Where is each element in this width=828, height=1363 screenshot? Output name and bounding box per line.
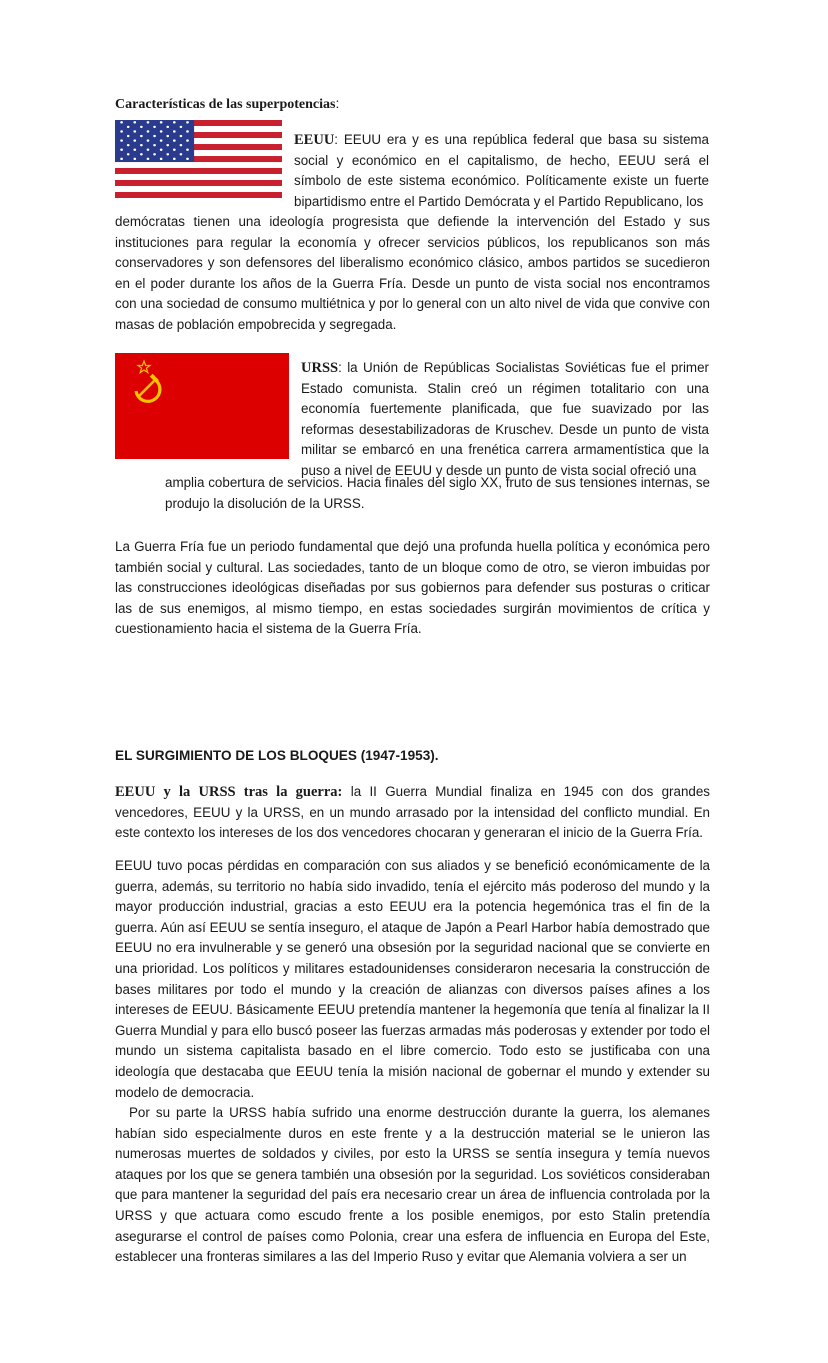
us-flag-star <box>153 135 156 137</box>
eeuu-rest-text: demócratas tienen una ideología progresista que defiende la intervención del Estado y sus instituciones para regular la economía y ofrecer servicios públicos, los republicanos son más conservadores y son defensores del liberalismo económico clásico, ambos partidos se sucedieron en el poder durante los años de la Guerra Fría. Desde un punto de vista social nos encontramos con una sociedad de consumo multiétnica y por lo general con un alto nivel de vida que convive con masas de población empobrecida y segregada. <box>115 214 710 332</box>
us-flag-star <box>166 126 169 128</box>
guerra-fria-paragraph <box>115 537 710 640</box>
us-flag-star <box>186 121 189 123</box>
us-flag-star <box>127 135 130 137</box>
us-flag-star <box>166 135 169 137</box>
us-flag-star <box>180 153 183 155</box>
us-flag-star <box>186 130 189 132</box>
us-flag-star <box>147 158 150 160</box>
us-flag-star <box>127 153 130 155</box>
us-flag-star <box>173 149 176 151</box>
us-flag-star <box>120 158 123 160</box>
us-flag-star <box>133 139 136 141</box>
characteristics-heading <box>115 95 339 113</box>
us-flag-star <box>160 158 163 160</box>
us-flag-star <box>173 130 176 132</box>
us-flag-star <box>120 130 123 132</box>
urss-rest <box>165 473 710 514</box>
urss-intro <box>301 358 709 482</box>
us-flag-star <box>160 139 163 141</box>
us-flag-star <box>147 130 150 132</box>
urss-rest-text: amplia cobertura de servicios. Hacia finales del siglo XX, fruto de sus tensiones internas, se produjo la disolución de la URSS. <box>165 475 710 511</box>
us-flag-star <box>133 158 136 160</box>
section-paragraph-eeuu-text: EEUU tuvo pocas pérdidas en comparación con sus aliados y se benefició económicamente de la guerra, además, su territorio no había sido invadido, tenía el ejército más poderoso del mundo y la mayor producción industrial, gracias a esto EEUU era la potencia hegemónica tras el fin de la guerra. Aún así EEUU se sentía inseguro, el ataque de Japón a Pearl Harbor había demostrado que EEUU no era invulnerable y se generó una obsesión por la seguridad nacional que se convierte en una prioridad. Los políticos y militares estadounidenses consideraron necesaria la construcción de bases militares por todo el mundo y la creación de alianzas con diversos países afines a los intereses de EEUU. Básicamente EEUU pretendía mantener la hegemonía que tenía al finalizar la II Guerra Mundial y para ello buscó poseer las fuerzas armadas más poderosas y extender por todo el mundo un sistema capitalista basado en el libre comercio. Todo esto se justificaba con una ideología que destacaba que EEUU tenía la misión nacional de gobernar el mundo y extender su modelo de democracia. <box>115 858 710 1100</box>
us-flag-star <box>127 126 130 128</box>
us-flag-star <box>153 153 156 155</box>
urss-intro-text: : la Unión de Repúblicas Socialistas Soviéticas fue el primer Estado comunista. Stalin creó un régimen totalitario con una economía fuertemente planificada, que fue suavizado por las reformas desestabilizadoras de Kruschev. Desde un punto de vista militar se embarcó en una frenética carrera armamentística que la puso a nivel de EEUU y desde un punto de vista social ofreció una <box>301 360 709 478</box>
us-flag-star <box>140 126 143 128</box>
section-paragraph-eeuu <box>115 856 710 1103</box>
guerra-fria-text: La Guerra Fría fue un periodo fundamental que dejó una profunda huella política y económica pero también social y cultural. Las sociedades, tanto de un bloque como de otro, se vieron imbuidas por las construcciones ideológicas diseñadas por sus gobiernos para defender sus posturas o criticar las de sus enemigos, al mismo tiempo, en estas sociedades surgirán movimientos de crítica y cuestionamiento hacia el sistema de la Guerra Fría. <box>115 539 710 637</box>
eeuu-intro-text: : EEUU era y es una república federal que basa su sistema social y económico en el capitalismo, de hecho, EEUU será el símbolo de este sistema económico. Políticamente existe un fuerte bipartidismo entre el Partido Demócrata y el Partido Republicano, los <box>294 132 709 209</box>
us-flag-star <box>160 149 163 151</box>
section-title: EL SURGIMIENTO DE LOS BLOQUES (1947-1953). <box>115 748 439 763</box>
us-flag-star <box>166 153 169 155</box>
us-flag-icon <box>115 120 282 198</box>
us-flag-star <box>186 139 189 141</box>
urss-label: URSS <box>301 360 339 376</box>
section-paragraph-urss-text: Por su parte la URSS había sufrido una enorme destrucción durante la guerra, los alemanes habían sido especialmente duros en este frente y a la destrucción material se le unieron las numerosas muertes de soldados y civiles, por esto la URSS se sentía insegura y temía nuevos ataques por los que se genera también una obsesión por la seguridad. Los soviéticos consideraban que para mantener la seguridad del país era necesario crear un área de influencia controlada por la URSS y que actuara como escudo frente a los posible enemigos, por esto Stalin pretendía asegurarse el control de países como Polonia, crear una esfera de influencia en Europa del Este, establecer una fronteras similares a las del Imperio Ruso y evitar que Alemania volviera a ser un <box>115 1105 710 1265</box>
us-flag-star <box>160 121 163 123</box>
us-flag-star <box>147 139 150 141</box>
section-lead-label: EEUU y la URSS tras la guerra: <box>115 784 343 800</box>
us-flag-star <box>180 135 183 137</box>
us-flag-star <box>147 149 150 151</box>
us-flag-star <box>186 149 189 151</box>
eeuu-label: EEUU <box>294 132 335 148</box>
us-flag-star <box>173 139 176 141</box>
us-flag-star <box>133 130 136 132</box>
us-flag-star <box>120 149 123 151</box>
eeuu-rest <box>115 212 710 336</box>
us-flag-star <box>120 139 123 141</box>
us-flag-star <box>120 121 123 123</box>
us-flag-star <box>173 121 176 123</box>
hammer-sickle-icon <box>128 359 168 403</box>
us-flag-star <box>140 135 143 137</box>
us-flag-star <box>133 121 136 123</box>
us-flag-star <box>173 158 176 160</box>
us-flag-star <box>166 144 169 146</box>
us-flag-star <box>140 153 143 155</box>
us-flag-star <box>153 144 156 146</box>
section-paragraph-urss <box>115 1103 710 1268</box>
us-flag-star <box>153 126 156 128</box>
us-flag-star <box>180 126 183 128</box>
us-flag-star <box>186 158 189 160</box>
section-lead-text: la II Guerra Mundial finaliza en 1945 con dos grandes vencedores, EEUU y la URSS, en un mundo arrasado por la intensidad del conflicto mundial. En este contexto los intereses de los dos vencedores chocaran y generaran el inicio de la Guerra Fría. <box>115 784 710 841</box>
eeuu-intro <box>294 130 709 212</box>
characteristics-heading-text: Características de las superpotencias <box>115 97 336 112</box>
section-lead <box>115 782 710 844</box>
us-flag-star <box>180 144 183 146</box>
us-flag-star <box>160 130 163 132</box>
us-flag-star <box>147 121 150 123</box>
us-flag-star <box>140 144 143 146</box>
us-flag-star <box>127 144 130 146</box>
ussr-flag-icon <box>115 353 289 459</box>
us-flag-star <box>133 149 136 151</box>
characteristics-heading-colon: : <box>335 95 340 111</box>
